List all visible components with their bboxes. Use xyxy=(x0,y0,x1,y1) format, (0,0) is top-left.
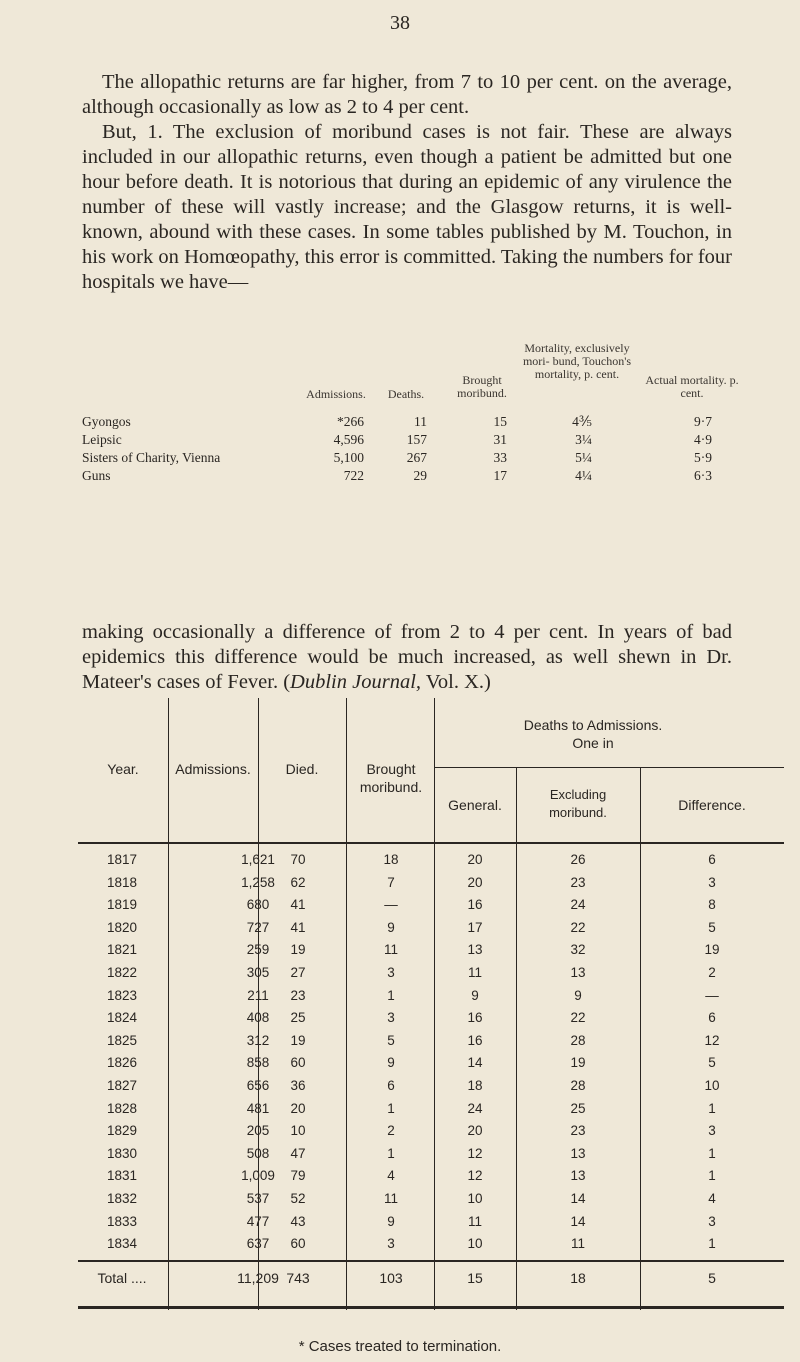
col-header-excluding-moribund: Excluding moribund. xyxy=(549,787,607,820)
cell-excluding: 32 xyxy=(570,942,586,958)
footnote: * Cases treated to termination. xyxy=(298,1338,502,1355)
cell-brought: 9 xyxy=(387,1055,395,1071)
cell-brought: 11 xyxy=(383,942,398,958)
cell-year: 1831 xyxy=(106,1168,138,1184)
table-row xyxy=(78,1078,784,1095)
cell-admissions: 722 xyxy=(343,468,364,483)
cell-difference: 4 xyxy=(708,1191,716,1206)
paragraph-3-text: making occasionally a difference of from 2 to 4 per cent. In years of bad epidemics this difference would be much increased, as well shewn in Dr. Mateer's cases of Fever. ( xyxy=(82,621,732,693)
cell-year: 1829 xyxy=(106,1123,138,1139)
cell-general: 10 xyxy=(467,1191,483,1206)
cell-deaths: 29 xyxy=(413,468,427,483)
cell-excluding: 28 xyxy=(570,1032,586,1048)
cell-excluding: 13 xyxy=(570,1145,586,1161)
cell-brought: 4 xyxy=(387,1168,395,1184)
cell-year: 1823 xyxy=(106,987,138,1003)
cell-general: 9 xyxy=(471,987,479,1003)
cell-year: 1819 xyxy=(106,897,138,913)
table-row xyxy=(78,1010,784,1027)
cell-general: 18 xyxy=(467,1078,483,1093)
col-header-died: Died. xyxy=(285,761,319,777)
col-header-admissions: Admissions. xyxy=(175,761,251,777)
table-row xyxy=(78,965,784,982)
paragraph-3-end: Vol. X.) xyxy=(421,671,491,693)
cell-difference: 5 xyxy=(708,1055,716,1071)
hospital-row xyxy=(82,414,742,432)
divider xyxy=(434,767,784,768)
cell-year: 1834 xyxy=(106,1236,138,1252)
hospital-name: Guns xyxy=(82,468,111,483)
cell-brought: 7 xyxy=(387,874,395,890)
cell-excluding: 11 xyxy=(570,1236,585,1252)
cell-brought: 33 xyxy=(493,450,507,465)
col-header-brought-moribund: Brought moribund. xyxy=(359,761,423,795)
table-row xyxy=(78,852,784,869)
cell-general: 14 xyxy=(467,1055,483,1071)
cell-deaths: 11 xyxy=(414,414,427,429)
cell-excluding: 25 xyxy=(570,1100,586,1116)
table-row xyxy=(78,1236,784,1253)
cell-general: 11 xyxy=(467,1213,482,1229)
cell-year: 1820 xyxy=(106,919,138,935)
hospital-name: Sisters of Charity, Vienna xyxy=(82,450,221,465)
cell-died: 23 xyxy=(290,987,306,1003)
table-row xyxy=(78,1055,784,1072)
cell-year: 1833 xyxy=(106,1213,138,1229)
cell-brought: 1 xyxy=(387,1145,395,1161)
cell-admissions: 477 xyxy=(246,1213,270,1229)
cell-difference: 3 xyxy=(708,874,716,890)
col-header-admissions: Admissions. xyxy=(306,387,366,401)
divider xyxy=(78,842,784,844)
col-header-general: General. xyxy=(448,797,502,813)
page-number: 38 xyxy=(390,12,410,34)
table-row xyxy=(78,1123,784,1140)
cell-died: 27 xyxy=(290,965,306,980)
cell-general: 17 xyxy=(467,919,483,935)
cell-admissions: 312 xyxy=(246,1032,270,1048)
cell-admissions: 408 xyxy=(246,1010,270,1026)
total-brought: 103 xyxy=(379,1270,403,1286)
total-excluding: 18 xyxy=(570,1270,586,1286)
cell-excluding: 23 xyxy=(570,874,586,890)
cell-brought: 9 xyxy=(387,1213,395,1229)
table-row xyxy=(78,1214,784,1231)
cell-admissions: 4,596 xyxy=(333,432,364,447)
cell-admissions: 1,009 xyxy=(241,1168,275,1184)
col-header-year: Year. xyxy=(107,761,139,777)
cell-excluding: 19 xyxy=(570,1055,586,1071)
cell-general: 12 xyxy=(467,1145,483,1161)
cell-year: 1828 xyxy=(106,1100,138,1116)
cell-died: 19 xyxy=(290,942,306,958)
cell-brought: 1 xyxy=(387,1100,395,1116)
col-header-actual-mortality: Actual mortality. p. cent. xyxy=(645,373,739,400)
cell-general: 10 xyxy=(467,1236,483,1252)
divider xyxy=(78,1260,784,1262)
cell-died: 41 xyxy=(290,919,306,935)
cell-died: 79 xyxy=(290,1168,306,1184)
cell-admissions: 481 xyxy=(246,1100,270,1116)
cell-mortality: 4¼ xyxy=(575,468,592,483)
hospital-name: Leipsic xyxy=(82,432,122,447)
cell-brought: 2 xyxy=(387,1123,395,1139)
cell-general: 20 xyxy=(467,852,483,867)
paragraph-3 xyxy=(82,620,732,695)
table-row xyxy=(78,897,784,914)
cell-year: 1827 xyxy=(106,1078,138,1093)
divider xyxy=(78,1306,784,1309)
cell-difference: 3 xyxy=(708,1123,716,1139)
cell-year: 1817 xyxy=(106,852,138,867)
cell-deaths: 267 xyxy=(406,450,427,465)
cell-difference: 3 xyxy=(708,1213,716,1229)
cell-brought: 18 xyxy=(383,852,399,867)
table-row xyxy=(78,942,784,959)
cell-admissions: 727 xyxy=(246,919,270,935)
cell-mortality: 4⅗ xyxy=(572,414,592,429)
total-label: Total .... xyxy=(97,1270,147,1286)
cell-general: 20 xyxy=(467,1123,483,1139)
cell-difference: 1 xyxy=(708,1145,716,1161)
cell-died: 43 xyxy=(290,1213,306,1229)
col-header-touchon-mortality: Mortality, exclusively mori- bund, Touchon's mortality, p. cent. xyxy=(522,341,632,381)
cell-admissions: 211 xyxy=(247,987,269,1003)
col-header-deaths: Deaths. xyxy=(387,387,425,401)
hospital-row xyxy=(82,432,742,450)
total-died: 743 xyxy=(286,1270,310,1286)
cell-excluding: 28 xyxy=(570,1078,586,1093)
cell-general: 13 xyxy=(467,942,483,958)
table-row xyxy=(78,988,784,1005)
total-admissions: 11,209 xyxy=(237,1270,279,1286)
table-row xyxy=(78,1033,784,1050)
cell-admissions: 305 xyxy=(246,965,270,980)
cell-excluding: 14 xyxy=(570,1213,586,1229)
cell-admissions: 637 xyxy=(246,1236,270,1252)
cell-difference: 10 xyxy=(704,1078,720,1093)
fever-cases-table xyxy=(78,698,784,1310)
cell-died: 70 xyxy=(290,852,306,867)
cell-brought: 5 xyxy=(387,1032,395,1048)
cell-general: 16 xyxy=(467,897,483,913)
cell-admissions: 259 xyxy=(246,942,270,958)
cell-difference: 2 xyxy=(708,965,716,980)
cell-died: 60 xyxy=(290,1236,306,1252)
cell-died: 19 xyxy=(290,1032,306,1048)
cell-year: 1821 xyxy=(106,942,138,958)
cell-excluding: 22 xyxy=(570,919,586,935)
cell-excluding: 24 xyxy=(570,897,586,913)
cell-excluding: 26 xyxy=(570,852,586,867)
cell-difference: 1 xyxy=(708,1168,716,1184)
table-row xyxy=(78,920,784,937)
cell-year: 1825 xyxy=(106,1032,138,1048)
cell-general: 20 xyxy=(467,874,483,890)
cell-excluding: 22 xyxy=(570,1010,586,1026)
cell-brought: 1 xyxy=(387,987,395,1003)
cell-difference: 5 xyxy=(708,919,716,935)
cell-admissions: 508 xyxy=(246,1145,270,1161)
col-header-brought-moribund: Brought moribund. xyxy=(457,373,507,400)
cell-brought: 17 xyxy=(493,468,507,483)
cell-brought: — xyxy=(384,897,398,913)
cell-difference: — xyxy=(705,987,719,1003)
cell-difference: 8 xyxy=(708,897,716,913)
cell-died: 10 xyxy=(290,1123,306,1139)
paragraph-2: But, 1. The exclusion of moribund cases is not fair. These are always included in our allopathic returns, even though a patient be admitted but one hour before death. It is notorious that during an epidemic of any virulence the number of these will vastly increase; and the Glasgow returns, it is well-known, abound with these cases. In some tables published by M. Touchon, in his work on Homœopathy, this error is committed. Taking the numbers for four hospitals we have— xyxy=(82,121,732,293)
cell-actual: 9·7 xyxy=(694,414,712,429)
paragraph-1: The allopathic returns are far higher, from 7 to 10 per cent. on the average, although occasionally as low as 2 to 4 per cent. xyxy=(82,71,732,118)
cell-excluding: 14 xyxy=(570,1191,586,1206)
cell-year: 1824 xyxy=(106,1010,138,1026)
cell-general: 24 xyxy=(467,1100,483,1116)
cell-admissions: 537 xyxy=(246,1191,270,1206)
col-header-deaths-to-admissions: Deaths to Admissions. One in xyxy=(523,717,663,751)
cell-brought: 15 xyxy=(493,414,507,429)
table-row xyxy=(78,1101,784,1118)
total-general: 15 xyxy=(467,1270,483,1286)
cell-difference: 6 xyxy=(708,1010,716,1026)
cell-admissions: *266 xyxy=(337,414,364,429)
table-row xyxy=(78,1146,784,1163)
cell-year: 1818 xyxy=(106,874,138,890)
col-header-difference: Difference. xyxy=(678,797,746,813)
cell-admissions: 205 xyxy=(246,1123,270,1139)
hospital-row xyxy=(82,450,742,468)
hospital-name: Gyongos xyxy=(82,414,131,429)
hospital-row xyxy=(82,468,742,486)
table-row xyxy=(78,1168,784,1185)
cell-general: 16 xyxy=(467,1032,483,1048)
cell-admissions: 656 xyxy=(246,1078,270,1093)
cell-mortality: 3¼ xyxy=(575,432,592,447)
cell-admissions: 858 xyxy=(246,1055,270,1071)
cell-general: 12 xyxy=(467,1168,483,1184)
cell-brought: 3 xyxy=(387,1236,395,1252)
cell-brought: 6 xyxy=(387,1078,395,1093)
cell-died: 20 xyxy=(290,1100,306,1116)
cell-admissions: 680 xyxy=(246,897,270,913)
cell-died: 60 xyxy=(290,1055,306,1071)
cell-difference: 19 xyxy=(704,942,720,958)
cell-difference: 1 xyxy=(708,1100,716,1116)
cell-excluding: 9 xyxy=(574,987,582,1003)
journal-title: Dublin Journal, xyxy=(290,671,422,693)
cell-brought: 9 xyxy=(387,919,395,935)
table-row xyxy=(78,875,784,892)
cell-excluding: 13 xyxy=(570,965,586,980)
cell-died: 36 xyxy=(290,1078,306,1093)
cell-died: 41 xyxy=(290,897,306,913)
cell-general: 16 xyxy=(467,1010,483,1026)
body-text xyxy=(82,70,732,295)
cell-brought: 31 xyxy=(493,432,507,447)
cell-year: 1826 xyxy=(106,1055,138,1071)
cell-year: 1832 xyxy=(106,1191,138,1206)
cell-admissions: 5,100 xyxy=(333,450,364,465)
cell-brought: 11 xyxy=(383,1191,398,1206)
cell-brought: 3 xyxy=(387,1010,395,1026)
cell-died: 62 xyxy=(290,874,306,890)
cell-year: 1822 xyxy=(106,965,138,980)
cell-deaths: 157 xyxy=(406,432,427,447)
cell-difference: 6 xyxy=(708,852,716,867)
cell-excluding: 23 xyxy=(570,1123,586,1139)
cell-general: 11 xyxy=(467,965,482,980)
cell-admissions: 1,621 xyxy=(241,852,275,867)
cell-brought: 3 xyxy=(387,965,395,980)
cell-actual: 6·3 xyxy=(694,468,712,483)
cell-actual: 5·9 xyxy=(694,450,712,465)
table-row xyxy=(78,1191,784,1208)
cell-difference: 1 xyxy=(708,1236,716,1252)
cell-actual: 4·9 xyxy=(694,432,712,447)
cell-died: 47 xyxy=(290,1145,306,1161)
total-difference: 5 xyxy=(708,1270,716,1286)
cell-died: 52 xyxy=(290,1191,306,1206)
cell-excluding: 13 xyxy=(570,1168,586,1184)
cell-year: 1830 xyxy=(106,1145,138,1161)
cell-admissions: 1,258 xyxy=(241,874,275,890)
total-row xyxy=(78,1270,784,1290)
cell-mortality: 5¼ xyxy=(575,450,592,465)
cell-difference: 12 xyxy=(704,1032,720,1048)
cell-died: 25 xyxy=(290,1010,306,1026)
